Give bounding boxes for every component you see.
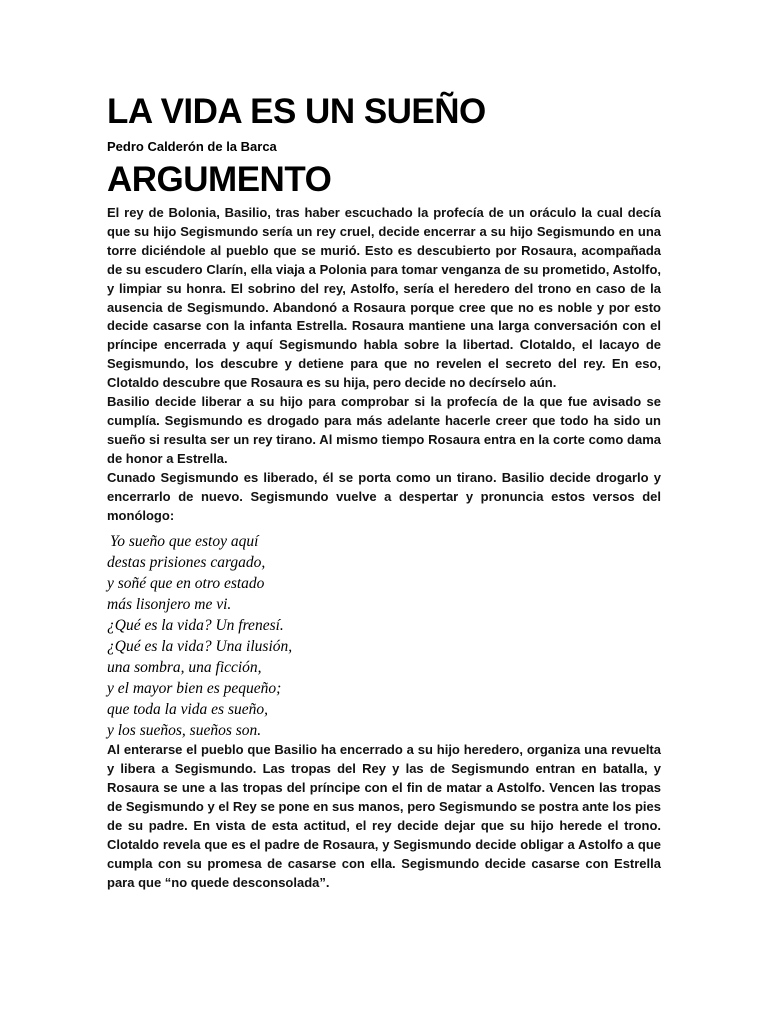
document-author: Pedro Calderón de la Barca — [107, 139, 277, 154]
verse-line: más lisonjero me vi. — [107, 596, 232, 614]
paragraph: Al enterarse el pueblo que Basilio ha encerrado a su hijo heredero, organiza una revuelta y libera a Segismundo. Las tropas del Rey y las de Segismundo entran en batalla, y Rosaura se une a las tropas del príncipe con el fin de matar a Astolfo. Vencen las tropas de Segismundo y el Rey se pone en sus manos, pero Segismundo se postra ante los pies de su padre. En vista de esta actitud, el rey decide dejar que su hijo herede el trono. Clotaldo revela que es el padre de Rosaura, y Segismundo decide obligar a Astolfo a que cumpla con su promesa de casarse con ella. Segismundo decide casarse con Estrella para que “no quede desconsolada”. — [107, 742, 661, 890]
paragraph: El rey de Bolonia, Basilio, tras haber escuchado la profecía de un oráculo la cual decía que su hijo Segismundo sería un rey cruel, decide encerrar a su hijo Segismundo en una torre diciéndole al pueblo que se murió. Esto es descubierto por Rosaura, acompañada de su escudero Clarín, ella viaja a Polonia para tomar venganza de su prometido, Astolfo, y limpiar su honra. El sobrino del rey, Astolfo, sería el heredero del trono en caso de la ausencia de Segismundo. Abandonó a Rosaura porque cree que no es noble y por esto decide casarse con la infanta Estrella. Rosaura mantiene una larga conversación con el príncipe encerrada y aquí Segismundo habla sobre la libertad. Clotaldo, el lacayo de Segismundo, los descubre y detiene para que no revelen el secreto del rey. En eso, Clotaldo descubre que Rosaura es su hija, pero decide no decírselo aún. — [107, 205, 661, 391]
verse-line: ¿Qué es la vida? Un frenesí. — [107, 617, 284, 635]
document-title: LA VIDA ES UN SUEÑO — [107, 92, 486, 131]
verse-line: y los sueños, sueños son. — [107, 722, 262, 740]
verse-block — [107, 531, 661, 741]
verse-line: y soñé que en otro estado — [107, 575, 265, 593]
paragraph: Cunado Segismundo es liberado, él se porta como un tirano. Basilio decide drogarlo y encerrarlo de nuevo. Segismundo vuelve a despertar y pronuncia estos versos del monólogo: — [107, 469, 661, 523]
paragraph: Basilio decide liberar a su hijo para comprobar si la profecía de la que fue avisado se cumplía. Segismundo es drogado para más adelante hacerle creer que todo ha sido un sueño si resulta ser un rey tirano. Al mismo tiempo Rosaura entra en la corte como dama de honor a Estrella. — [107, 394, 661, 466]
verse-line: y el mayor bien es pequeño; — [107, 680, 282, 698]
document-page — [107, 92, 661, 893]
verse-line: Yo sueño que estoy aquí — [110, 533, 259, 551]
verse-line: que toda la vida es sueño, — [107, 701, 269, 719]
verse-line: ¿Qué es la vida? Una ilusión, — [107, 638, 293, 656]
verse-line: destas prisiones cargado, — [107, 554, 266, 572]
verse-line: una sombra, una ficción, — [107, 659, 262, 677]
section-heading: ARGUMENTO — [107, 160, 332, 199]
